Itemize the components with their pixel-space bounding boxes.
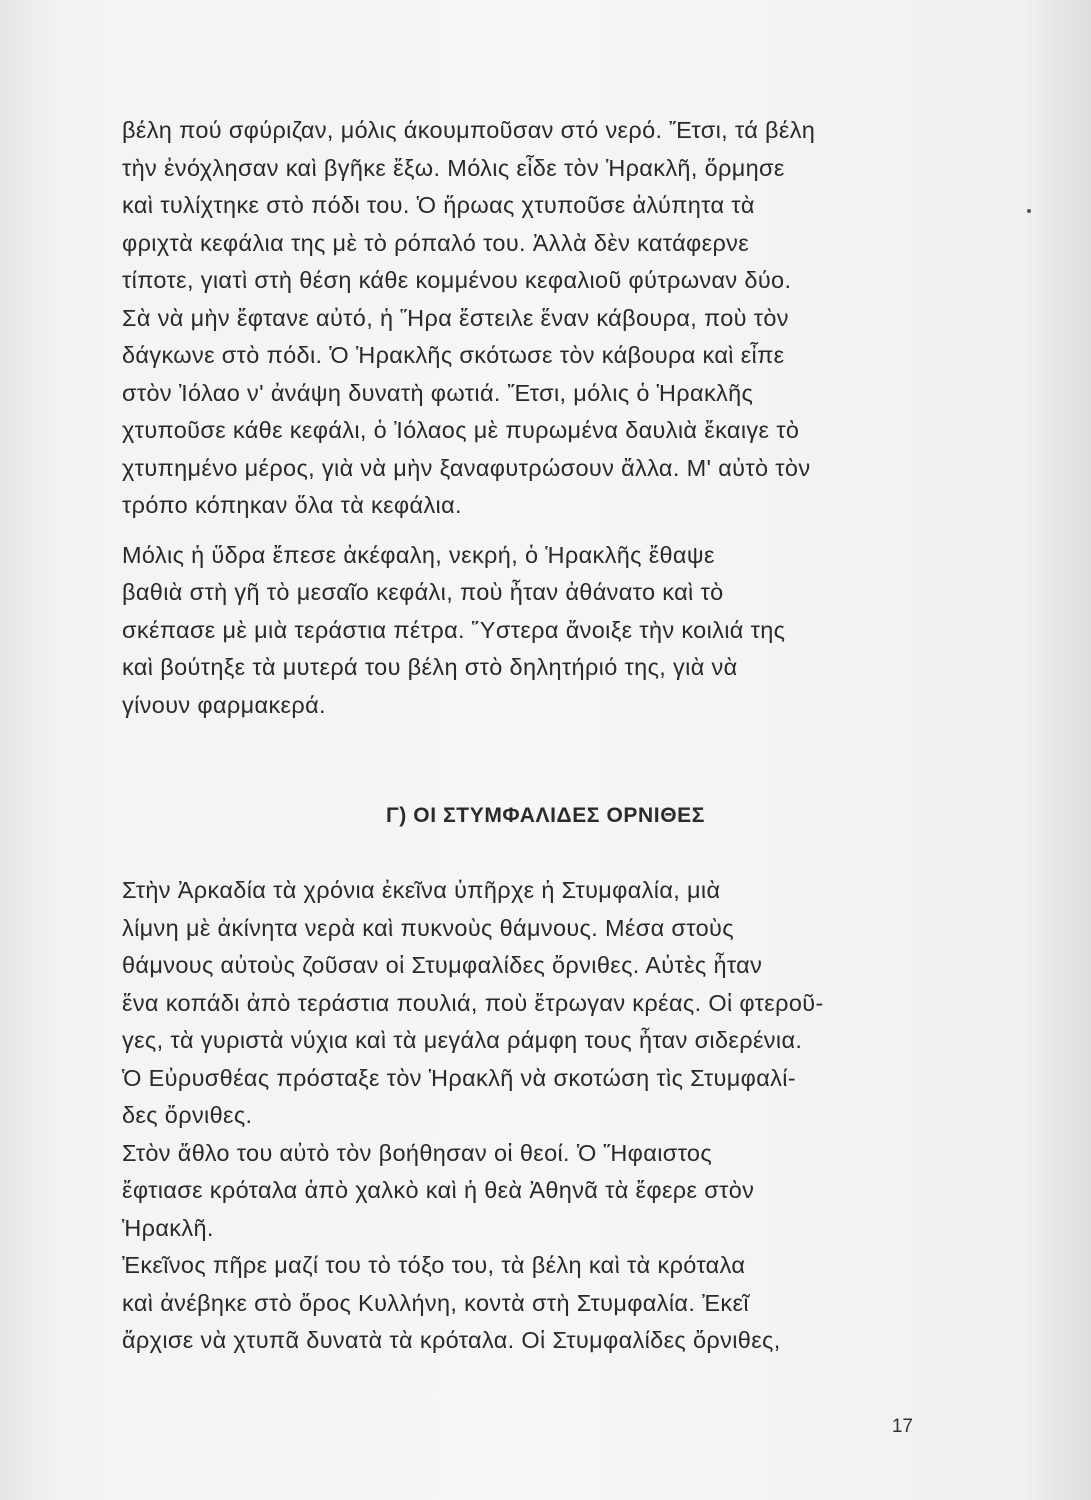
paragraph-2 [122,537,894,725]
text-line: σκέπασε μὲ μιὰ τεράστια πέτρα. Ὕστερα ἄνοιξε τὴν κοιλιά της [122,616,786,643]
print-speck [1027,209,1031,213]
text-line: Μόλις ἡ ὕδρα ἔπεσε ἀκέφαλη, νεκρή, ὁ Ἡρακλῆς ἔθαψε [122,541,715,568]
text-line: Στὸν ἄθλο του αὐτὸ τὸν βοήθησαν οἱ θεοί. Ὁ Ἥφαιστος [122,1139,713,1166]
text-line: ἔφτιασε κρόταλα ἀπὸ χαλκὸ καὶ ἡ θεὰ Ἀθηνᾶ τὰ ἔφερε στὸν [122,1177,755,1203]
text-line: καὶ τυλίχτηκε στὸ πόδι του. Ὁ ἥρωας χτυποῦσε ἀλύπητα τὰ [122,192,755,218]
page-number: 17 [891,1416,913,1437]
text-line: γες, τὰ γυριστὰ νύχια καὶ τὰ μεγάλα ράμφη τους ἦταν σιδερένια. [122,1027,803,1053]
text-line: τρόπο κόπηκαν ὅλα τὰ κεφάλια. [122,492,462,518]
text-line: καὶ βούτηξε τὰ μυτερά του βέλη στὸ δηλητήριό της, γιὰ νὰ [122,654,738,680]
text-line: στὸν Ἰόλαο ν' ἀνάψη δυνατὴ φωτιά. Ἔτσι, μόλις ὁ Ἡρακλῆς [122,379,754,406]
text-line: βέλη πού σφύριζαν, μόλις άκουμποῦσαν στό νερό. Ἔτσι, τά βέλη [122,117,816,143]
paragraph-3 [122,872,894,1135]
section-heading: Γ) ΟΙ ΣΤΥΜΦΑΛΙΔΕΣ ΟΡΝΙΘΕΣ [386,804,705,827]
text-line: Σὰ νὰ μὴν ἔφτανε αὐτό, ἡ Ἥρα ἔστειλε ἕναν κάβουρα, ποὺ τὸν [122,304,789,331]
text-line: χτυποῦσε κάθε κεφάλι, ὁ Ἰόλαος μὲ πυρωμένα δαυλιὰ ἔκαιγε τὸ [122,417,800,443]
text-line: Ἐκεῖνος πῆρε μαζί του τὸ τόξο του, τὰ βέλη καὶ τὰ κρόταλα [122,1252,746,1278]
text-line: δάγκωνε στὸ πόδι. Ὁ Ἡρακλῆς σκότωσε τὸν κάβουρα καὶ εἶπε [122,342,785,368]
body-text-bottom [122,872,894,1360]
paragraph-5 [122,1247,894,1360]
text-line: καὶ ἀνέβηκε στὸ ὄρος Κυλλήνη, κοντὰ στὴ Στυμφαλία. Ἐκεῖ [122,1289,749,1316]
text-line: ἕνα κοπάδι ἀπὸ τεράστια πουλιά, ποὺ ἔτρωγαν κρέας. Οἱ φτεροῦ- [122,989,824,1016]
text-line: χτυπημένο μέρος, γιὰ νὰ μὴν ξαναφυτρώσουν ἄλλα. Μ' αὐτὸ τὸν [122,454,811,481]
text-line: Ὁ Εὐρυσθέας πρόσταξε τὸν Ἡρακλῆ νὰ σκοτώση τὶς Στυμφαλί- [122,1064,796,1091]
paragraph-1 [122,112,894,525]
text-line: λίμνη μὲ ἀκίνητα νερὰ καὶ πυκνοὺς θάμνους. Μέσα στοὺς [122,914,734,941]
text-line: θάμνους αὐτοὺς ζοῦσαν οἱ Στυμφαλίδες ὄρνιθες. Αὐτὲς ἦταν [122,952,763,978]
text-line: τίποτε, γιατὶ στὴ θέση κάθε κομμένου κεφαλιοῦ φύτρωναν δύο. [122,267,792,293]
text-line: Ἡρακλῆ. [122,1214,214,1241]
text-line: Στὴν Ἀρκαδία τὰ χρόνια ἐκεῖνα ὑπῆρχε ἡ Στυμφαλία, μιὰ [122,877,721,903]
text-line: ἄρχισε νὰ χτυπᾶ δυνατὰ τὰ κρόταλα. Οἱ Στυμφαλίδες ὄρνιθες, [122,1327,781,1353]
text-line: γίνουν φαρμακερά. [122,691,326,718]
text-line: τὴν ἐνόχλησαν καὶ βγῆκε ἔξω. Μόλις εἶδε τὸν Ἡρακλῆ, ὅρμησε [122,154,785,181]
paragraph-4 [122,1135,894,1248]
text-line: φριχτὰ κεφάλια της μὲ τὸ ρόπαλό του. Ἀλλὰ δὲν κατάφερνε [122,229,750,256]
text-line: βαθιὰ στὴ γῆ τὸ μεσαῖο κεφάλι, ποὺ ἦταν ἀθάνατο καὶ τὸ [122,579,724,605]
body-text-top [122,112,894,724]
text-line: δες ὄρνιθες. [122,1102,253,1128]
